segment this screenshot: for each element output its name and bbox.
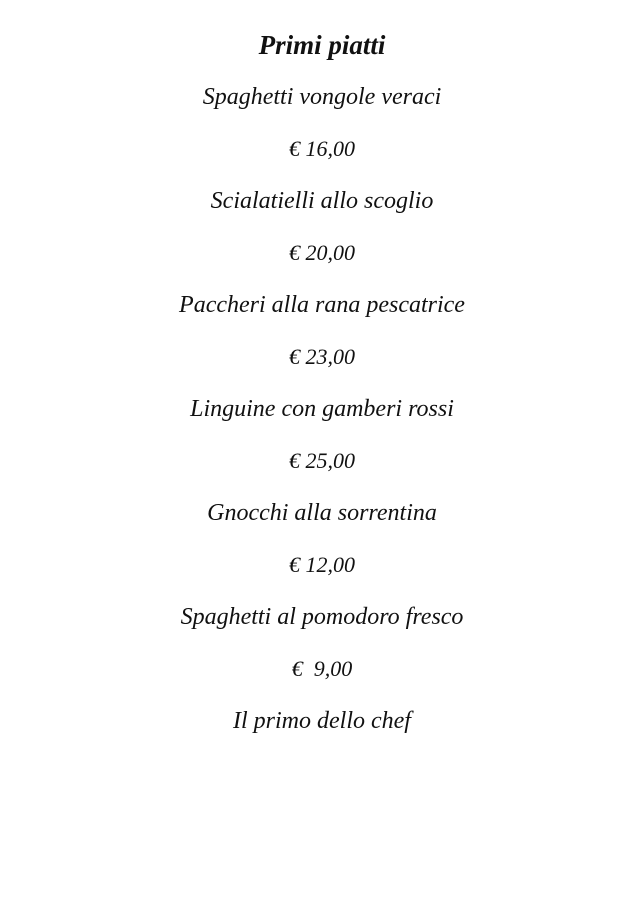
menu-item-price: € 12,00 — [289, 552, 355, 577]
menu-item-price: € 23,00 — [289, 344, 355, 369]
menu-page — [0, 19, 640, 747]
menu-item-name: Gnocchi alla sorrentina — [207, 500, 437, 526]
menu-item-price: € 20,00 — [289, 240, 355, 265]
menu-item-name: Linguine con gamberi rossi — [190, 396, 454, 422]
menu-item-name: Spaghetti al pomodoro fresco — [180, 604, 464, 630]
menu-item-price: € 16,00 — [289, 136, 355, 161]
menu-item-price: € 25,00 — [289, 448, 355, 473]
menu-title: Primi piatti — [258, 30, 386, 60]
menu-item-name: Spaghetti vongole veraci — [202, 84, 442, 110]
menu-item-name: Paccheri alla rana pescatrice — [179, 292, 465, 318]
menu-item-price: € 9,00 — [291, 656, 353, 681]
menu-item-name: Il primo dello chef — [233, 708, 411, 734]
menu-items — [0, 71, 640, 747]
menu-item-name: Scialatielli allo scoglio — [210, 188, 434, 214]
